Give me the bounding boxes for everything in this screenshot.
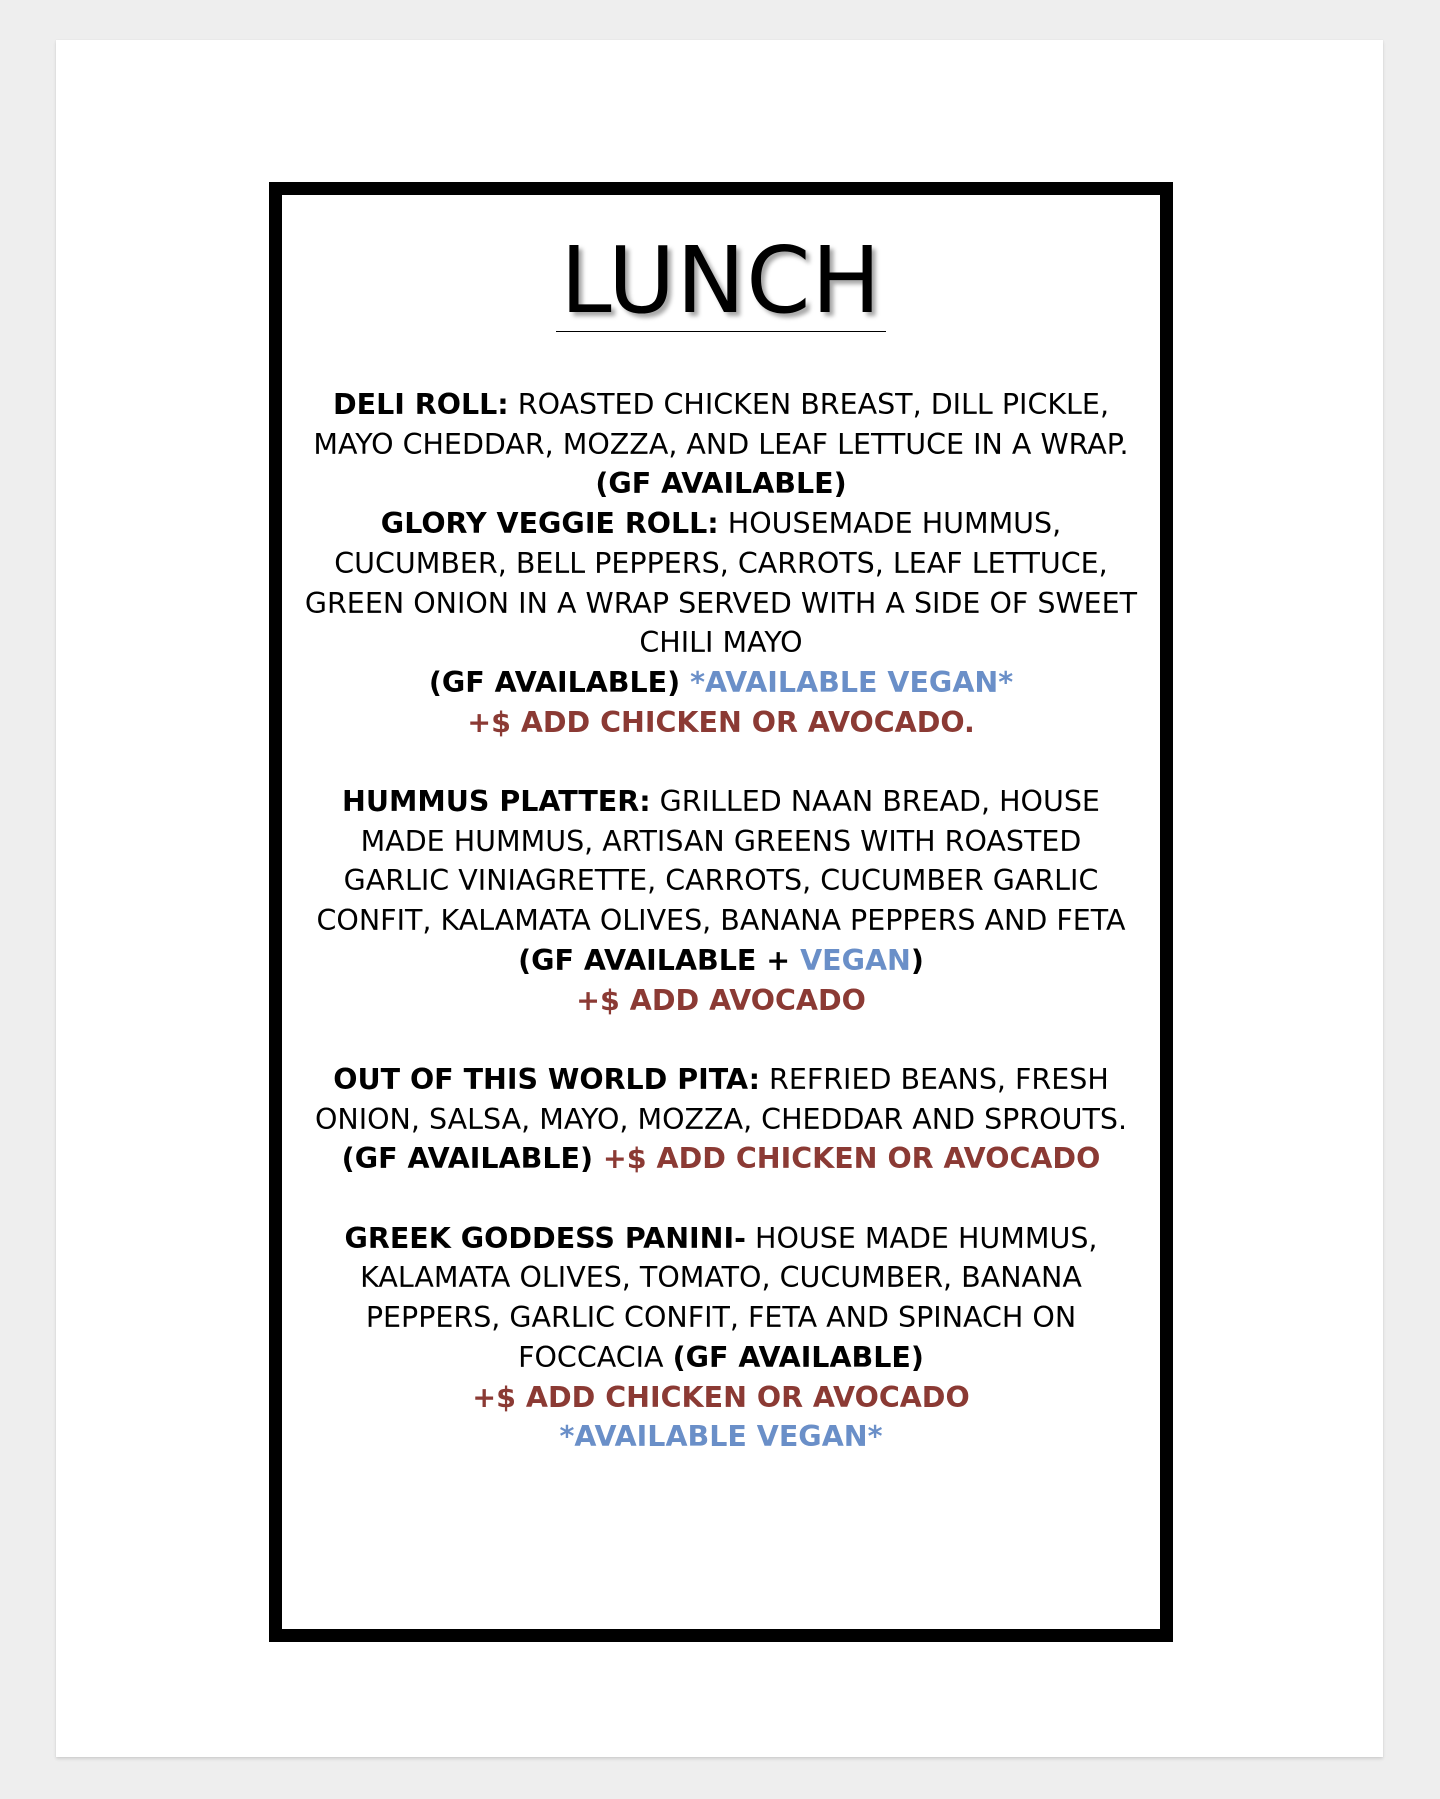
addon-label: +$ ADD AVOCADO [576, 983, 866, 1017]
gf-available-label: (GF AVAILABLE) [341, 1142, 593, 1176]
title-wrapper [282, 227, 1160, 334]
gf-available-label: (GF AVAILABLE) [595, 467, 847, 501]
menu-item-out-of-this-world-pita [304, 1060, 1138, 1179]
item-description: HOUSEMADE HUMMUS, CUCUMBER, BELL PEPPERS, CARROTS, LEAF LETTUCE, GREEN ONION IN A WRAP SERVED WITH A SIDE OF SWEET CHILI MAYO [304, 507, 1138, 660]
item-name: GREEK GODDESS PANINI- [344, 1221, 746, 1255]
addon-label: +$ ADD CHICKEN OR AVOCADO [592, 1142, 1101, 1176]
gf-available-label: (GF AVAILABLE) [672, 1340, 924, 1374]
menu-items [304, 385, 1138, 1457]
menu-item-greek-goddess-panini [304, 1219, 1138, 1457]
item-name: HUMMUS PLATTER: [342, 785, 651, 819]
menu-item-glory-veggie-roll [304, 504, 1138, 742]
item-description: ROASTED CHICKEN BREAST, DILL PICKLE, MAYO CHEDDAR, MOZZA, AND LEAF LETTUCE IN A WRAP. [313, 388, 1129, 461]
vegan-available-label: *AVAILABLE VEGAN* [559, 1420, 883, 1454]
menu-item-hummus-platter [304, 782, 1138, 1020]
item-name: GLORY VEGGIE ROLL: [380, 507, 719, 541]
vegan-label: VEGAN [800, 943, 911, 977]
item-description: GRILLED NAAN BREAD, HOUSE MADE HUMMUS, ARTISAN GREENS WITH ROASTED GARLIC VINIAGRETTE, CARROTS, CUCUMBER GARLIC CONFIT, KALAMATA OLIVES, BANANA PEPPERS AND FETA [316, 785, 1126, 938]
item-description: HOUSE MADE HUMMUS, KALAMATA OLIVES, TOMATO, CUCUMBER, BANANA PEPPERS, GARLIC CONFIT, FETA AND SPINACH ON FOCCACIA [360, 1221, 1098, 1374]
menu-item-deli-roll [304, 385, 1138, 504]
addon-label: +$ ADD CHICKEN OR AVOCADO [472, 1380, 970, 1414]
item-name: DELI ROLL: [333, 388, 509, 421]
gf-available-label: (GF AVAILABLE + [518, 943, 801, 977]
gf-available-label: (GF AVAILABLE) [428, 665, 681, 699]
vegan-available-label: *AVAILABLE VEGAN* [680, 665, 1014, 699]
addon-label: +$ ADD CHICKEN OR AVOCADO. [467, 705, 975, 739]
menu-border-frame [269, 182, 1173, 1642]
item-name: OUT OF THIS WORLD PITA: [333, 1062, 760, 1096]
document-page [56, 40, 1383, 1757]
item-description: REFRIED BEANS, FRESH ONION, SALSA, MAYO, MOZZA, CHEDDAR AND SPROUTS. [314, 1062, 1128, 1136]
gf-close-paren: ) [910, 943, 924, 977]
menu-title: LUNCH [556, 235, 885, 332]
